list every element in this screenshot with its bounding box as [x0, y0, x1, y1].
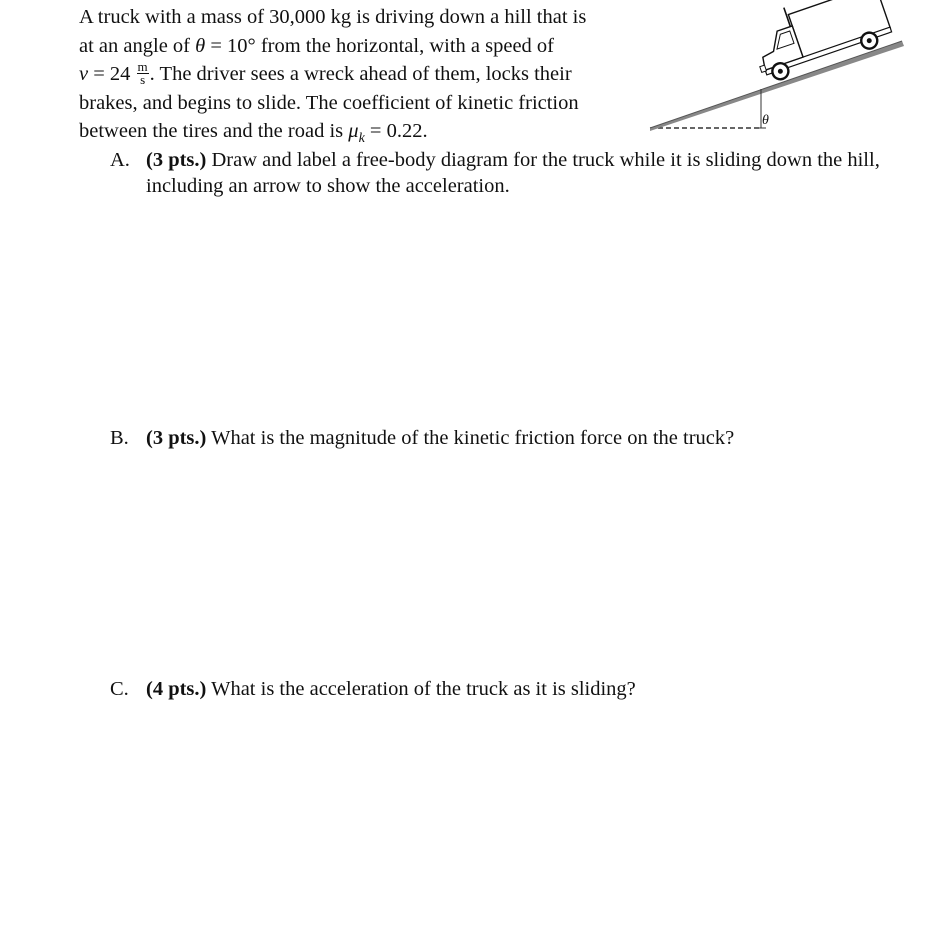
problem-line-5-rest: = 0.22.: [364, 120, 428, 143]
velocity-unit-fraction: [137, 58, 149, 87]
mu-subscript: k: [358, 131, 365, 147]
question-points: (3 pts.): [146, 427, 207, 449]
problem-line-1: A truck with a mass of 30,000 kg is driving down a hill that is: [79, 6, 587, 28]
question-points: (4 pts.): [146, 678, 207, 700]
question-text: What is the magnitude of the kinetic friction force on the truck?: [206, 427, 735, 449]
problem-statement: [79, 3, 639, 154]
question-text: What is the acceleration of the truck as it is sliding?: [206, 678, 636, 700]
question-letter: B.: [110, 427, 129, 449]
problem-line-4: brakes, and begins to slide. The coefficient of kinetic friction: [79, 91, 579, 114]
question-letter: C.: [110, 678, 129, 700]
question-text-continuation: including an arrow to show the acceleration.: [146, 175, 510, 197]
mu-symbol: μ: [348, 120, 359, 143]
problem-line-2-rest: = 10° from the horizontal, with a speed of: [205, 34, 555, 57]
question-b: [110, 425, 734, 451]
question-a: [110, 147, 940, 199]
angle-label: θ: [762, 113, 769, 128]
question-c: [110, 676, 636, 702]
velocity-symbol: v: [79, 63, 89, 86]
truck-on-incline-figure: [644, 0, 944, 140]
question-letter: A.: [110, 149, 130, 171]
question-text: Draw and label a free-body diagram for the truck while it is sliding down the hill,: [206, 149, 880, 171]
problem-line-3: [79, 60, 639, 89]
unit-denominator: s: [140, 71, 146, 87]
unit-numerator: m: [137, 58, 148, 74]
problem-line-2: [79, 32, 639, 61]
problem-line-2-text: at an angle of: [79, 34, 196, 57]
question-points: (3 pts.): [146, 149, 207, 171]
velocity-value: = 24: [88, 63, 136, 86]
problem-line-3-rest: . The driver sees a wreck ahead of them, locks their: [149, 63, 572, 86]
problem-line-5-text: between the tires and the road is: [79, 120, 349, 143]
theta-symbol: θ: [195, 34, 206, 57]
